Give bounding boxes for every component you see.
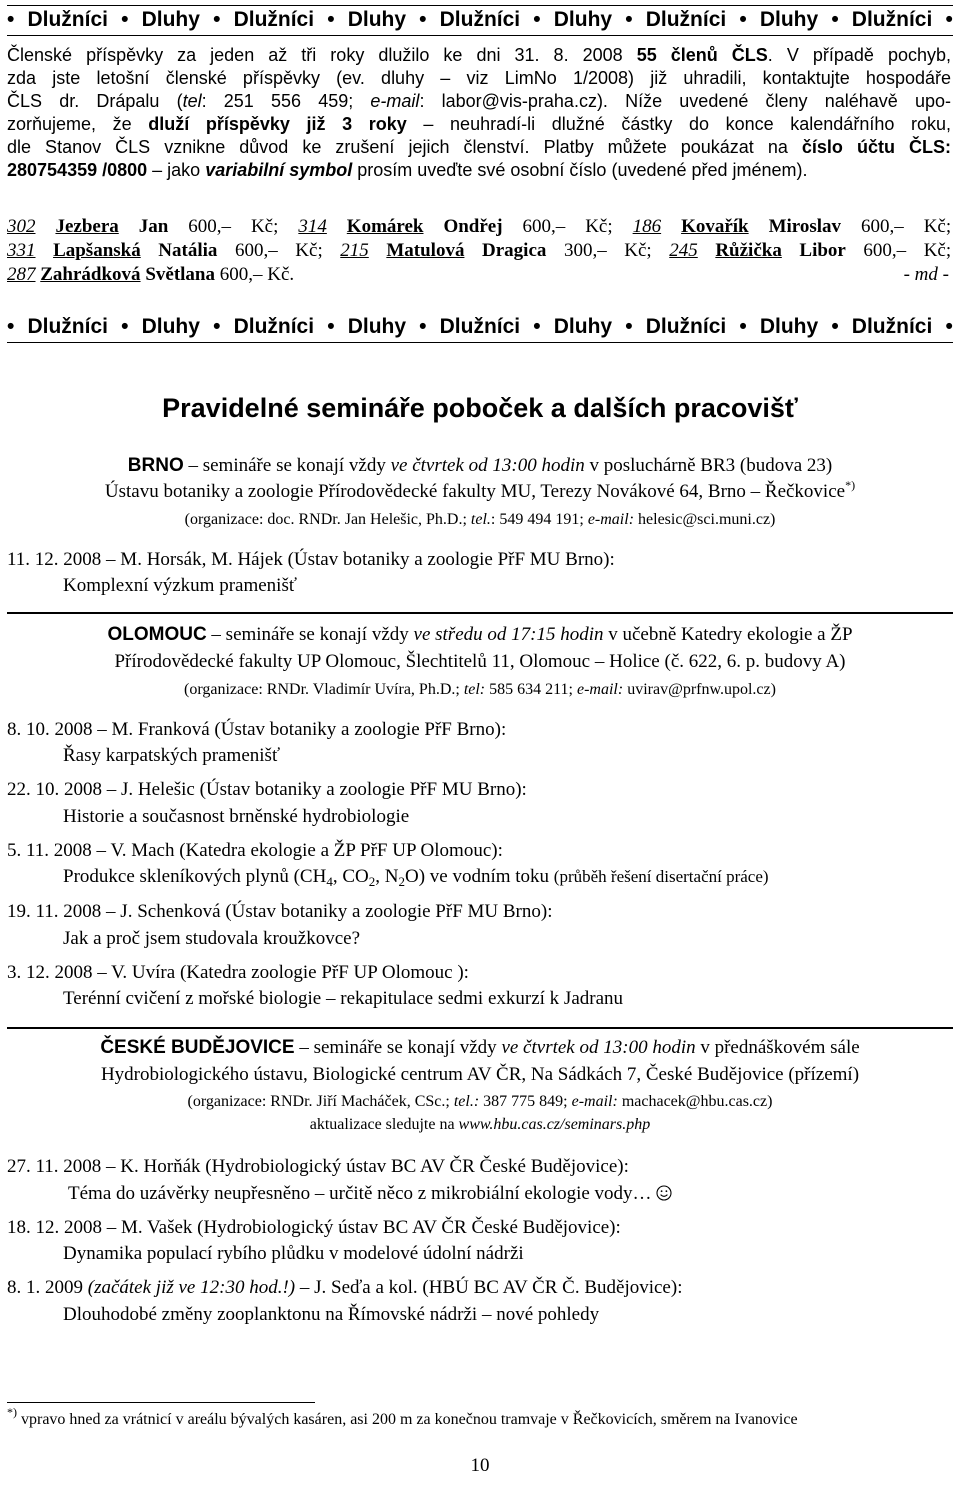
debtor-list [7,215,951,287]
cb-seminars-link[interactable]: www.hbu.cas.cz/seminars.php [458,1116,651,1133]
banner-word: Dlužníci [27,8,108,31]
debtor-entry: 186 Kovařík Miroslav 600,– Kč; [632,216,952,237]
debtor-line [7,263,951,287]
brno-organizer: (organizace: doc. RNDr. Jan Helešic, Ph.D.; tel.: 549 494 191; e-mail: helesic@sci.muni.cz) [184,511,776,528]
dues-line: ČLS dr. Drápalu (tel: 251 556 459; e-mail: labor@vis-praha.cz). Níže uvedené členy naléhavě upo- [7,91,951,111]
banner-word: Dlužníci [233,315,315,338]
debtor-entry: 314 Komárek Ondřej 600,– Kč; [298,216,633,237]
olomouc-line-2: Přírodovědecké fakulty UP Olomouc, Šlechtitelů 11, Olomouc – Holice (č. 622, 6. p. budovy A) [114,651,846,672]
section-separator [7,612,953,614]
banner-word: Dluhy [141,315,200,338]
banner-word: Dlužníci [233,8,315,31]
debtor-line [7,239,951,263]
olomouc-line-1: OLOMOUC – semináře se konají vždy ve středu od 17:15 hodin v učebně Katedry ekologie a ŽP [107,624,853,645]
talk-date-line: 27. 11. 2008 – K. Horňák (Hydrobiologický ústav BC AV ČR České Budějovice): [7,1156,629,1177]
banner-bullet: • [625,8,633,31]
talk-date-line: 11. 12. 2008 – M. Horsák, M. Hájek (Ústav botaniky a zoologie PřF MU Brno): [7,549,615,570]
banner-bullet: • [739,315,747,338]
banner-top-rule-lower [7,35,953,36]
banner-bullet: • [533,315,541,338]
debtor-entry: 302 Jezbera Jan 600,– Kč; [7,216,299,237]
banner-bullet: • [625,315,633,338]
section-separator [7,1027,953,1029]
talk-title: Dlouhodobé změny zooplanktonu na Římovské nádrži – nové pohledy [63,1304,600,1325]
olomouc-organizer: (organizace: RNDr. Vladimír Uvíra, Ph.D.; tel: 585 634 211; e-mail: uvirav@prfnw.upol.cz) [184,681,776,698]
cb-line-2: Hydrobiologického ústavu, Biologické centrum AV ČR, Na Sádkách 7, České Budějovice (přízemí) [100,1064,860,1085]
banner-bullet: • [327,8,335,31]
talk-date-line: 18. 12. 2008 – M. Vašek (Hydrobiologický ústav BC AV ČR České Budějovice): [7,1217,621,1238]
cb-update-note: aktualizace sledujte na www.hbu.cas.cz/seminars.php [309,1116,651,1133]
talk-date-line: 3. 12. 2008 – V. Uvíra (Katedra zoologie PřF UP Olomouc ): [7,962,469,983]
banner-bullet: • [945,8,953,31]
talk-date-line: 22. 10. 2008 – J. Helešic (Ústav botaniky a zoologie PřF MU Brno): [7,779,527,800]
banner-top-rule-upper [7,5,953,6]
seminars-heading: Pravidelné semináře poboček a dalších pracovišť [162,393,798,423]
banner-bullet: • [7,8,15,31]
debtor-line [7,215,951,239]
talk-title: Dynamika populací rybího plůdku v modelové údolní nádrži [63,1243,524,1264]
debtor-entry: 331 Lapšanská Natália 600,– Kč; [7,240,341,261]
debtor-entry: 245 Růžička Libor 600,– Kč; [669,240,952,261]
talk-title: Téma do uzávěrky neupřesněno – určitě něco z mikrobiální ekologie vody… [68,1183,672,1205]
talk-title: Historie a současnost brněnské hydrobiologie [63,806,410,827]
banner-word: Dluhy [347,315,407,338]
banner-bullet: • [327,315,335,338]
talk-title: Terénní cvičení z mořské biologie – rekapitulace sedmi exkurzí k Jadranu [63,988,624,1009]
smiley-icon [656,1185,672,1201]
banner-bullet: • [7,315,15,338]
banner-bullet: • [739,8,747,31]
dues-line: zorňujeme, že dluží příspěvky již 3 roky – neuhradí-li dlužné částky do konce kalendářního roku, [7,114,951,134]
signature: - md - [903,264,949,285]
dues-line: 280754359 /0800 – jako variabilní symbol prosím uveďte své osobní číslo (uvedené před jménem). [7,160,808,180]
debtor-entry: 215 Matulová Dragica 300,– Kč; [340,240,670,261]
dues-line: dle Stanov ČLS vznikne důvod ke zrušení jejich členství. Platby můžete poukázat na číslo účtu ČLS: [7,137,951,157]
banner-bullet: • [831,8,839,31]
brno-city: BRNO [127,455,184,476]
banner-bullet: • [121,8,129,31]
banner-word: Dlužníci [645,315,727,338]
cb-line-1: ČESKÉ BUDĚJOVICE – semináře se konají vždy ve čtvrtek od 13:00 hodin v přednáškovém sále [100,1037,860,1058]
banner-bottom-rule [7,342,953,343]
banner-bullet: • [419,315,427,338]
debtor-entry: 287 Zahrádková Světlana 600,– Kč. [7,264,295,285]
banner-bullet: • [121,315,129,338]
banner-bullet: • [945,315,953,338]
talk-title: Produkce skleníkových plynů ($CH_4$, $CO_2$, $N_2O$) ve vodním toku (průběh řešení disertační práce) [63,866,769,889]
brno-line-1: BRNO – semináře se konají vždy ve čtvrtek od 13:00 hodin v posluchárně BR3 (budova 23) [127,455,833,476]
talk-title: Řasy karpatských pramenišť [63,745,281,766]
banner-word: Dluhy [759,315,819,338]
banner-bullet: • [419,8,427,31]
talk-date-line: 8. 1. 2009 (začátek již ve 12:30 hod.!) – J. Seďa a kol. (HBÚ BC AV ČR Č. Budějovice): [7,1277,683,1298]
cb-organizer: (organizace: RNDr. Jiří Macháček, CSc.; tel.: 387 775 849; e-mail: machacek@hbu.cas.cz) [187,1093,773,1110]
banner-word: Dlužníci [851,8,933,31]
talk-date-line: 5. 11. 2008 – V. Mach (Katedra ekologie a ŽP PřF UP Olomouc): [7,840,503,861]
banner-word: Dlužníci [439,315,521,338]
dues-line: zda jste letošní členské příspěvky (ev. dluhy – viz LimNo 1/2008) již uhradili, kontaktujte hospodáře [7,68,951,88]
footnote-rule [7,1402,315,1403]
olomouc-city: OLOMOUC [107,624,207,645]
banner-bullet: • [533,8,541,31]
debtors-banner-bottom [7,314,953,340]
banner-bullet: • [831,315,839,338]
talk-title: Jak a proč jsem studovala kroužkovce? [63,928,361,949]
dues-line: Členské příspěvky za jeden až tři roky dlužilo ke dni 31. 8. 2008 55 členů ČLS. V případě pochyb, [7,45,951,65]
debtors-banner-top [7,7,953,33]
banner-word: Dlužníci [851,315,933,338]
banner-word: Dluhy [553,8,613,31]
brno-line-2: Ústavu botaniky a zoologie Přírodovědecké fakulty MU, Terezy Novákové 64, Brno – Řečkovice*) [104,478,856,502]
banner-word: Dluhy [759,8,819,31]
talk-date-line: 8. 10. 2008 – M. Franková (Ústav botaniky a zoologie PřF Brno): [7,719,507,740]
banner-word: Dlužníci [27,315,108,338]
cb-city: ČESKÉ BUDĚJOVICE [100,1037,295,1058]
banner-word: Dluhy [347,8,407,31]
banner-word: Dlužníci [645,8,727,31]
footnote: *) vpravo hned za vrátnicí v areálu bývalých kasáren, asi 200 m za konečnou tramvaje v Řečkovicích, směrem na Ivanovice [7,1405,798,1428]
banner-word: Dlužníci [439,8,521,31]
banner-word: Dluhy [141,8,200,31]
banner-bullet: • [213,8,221,31]
dues-paragraph [7,44,951,182]
page-number: 10 [470,1455,490,1476]
talk-title: Komplexní výzkum pramenišť [63,575,297,596]
talk-date-line: 19. 11. 2008 – J. Schenková (Ústav botaniky a zoologie PřF MU Brno): [7,901,553,922]
banner-bullet: • [213,315,221,338]
banner-word: Dluhy [553,315,613,338]
